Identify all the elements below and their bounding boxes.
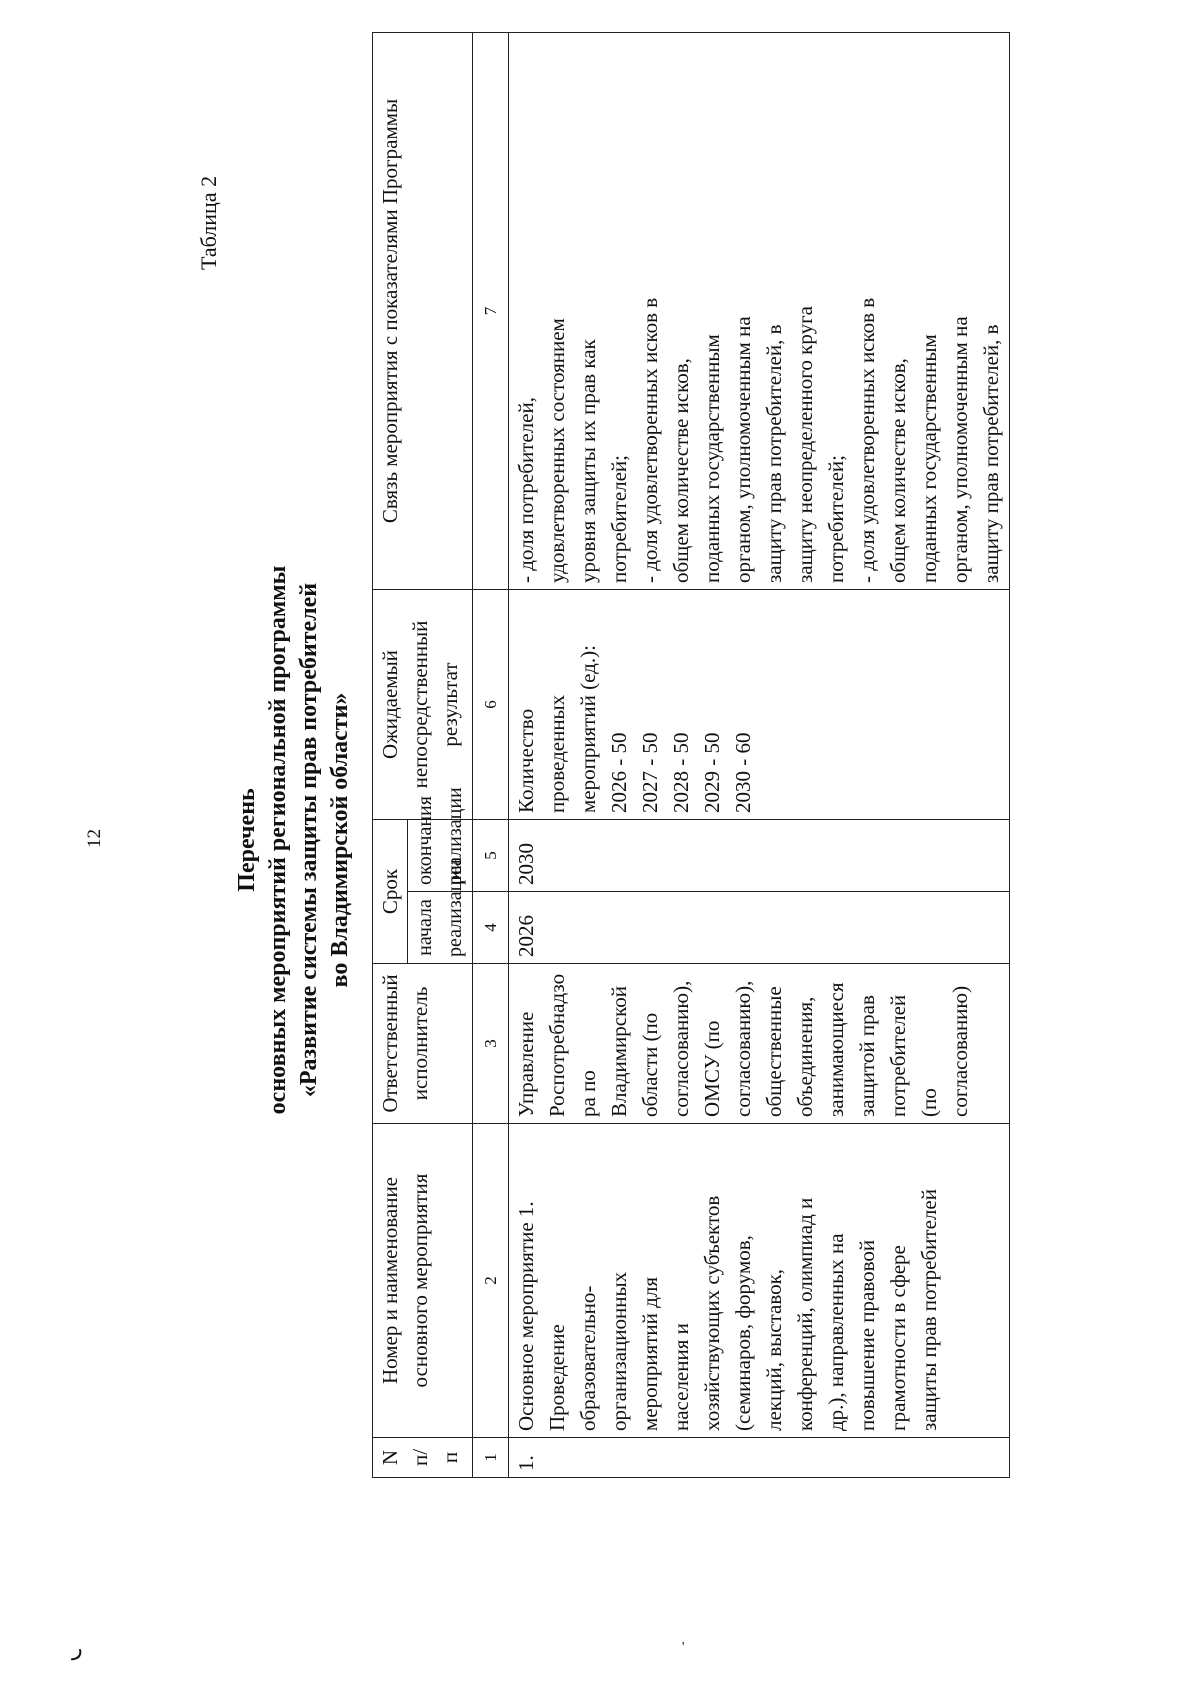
header-end: окончания реализации: [408, 820, 473, 892]
column-number: 7: [473, 33, 509, 590]
measure-line: хозяйствующих субъектов: [700, 1195, 724, 1431]
indicator-line: потребителей;: [607, 454, 631, 583]
indicator-line: органом, уполномоченным на: [731, 316, 755, 583]
indicator-line: поданных государственным: [700, 334, 724, 583]
document-title: [232, 40, 356, 1640]
indicators-cell: [509, 33, 1010, 590]
measure-line: конференций, олимпиад и: [793, 1197, 817, 1431]
result-cell: [509, 590, 1010, 820]
header-row: [373, 33, 408, 1478]
title-line-3: «Развитие системы защиты прав потребителей: [296, 582, 322, 1098]
result-line: 2030 - 60: [731, 732, 755, 813]
table-row: [509, 33, 1010, 1478]
executor-line: ОМСУ (по: [700, 1020, 724, 1117]
result-line: 2029 - 50: [700, 732, 724, 813]
executor-line: защитой прав: [855, 995, 879, 1117]
executor-line: Владимирской: [607, 986, 631, 1117]
measure-line: организационных: [607, 1271, 631, 1431]
indicator-line: потребителей;: [824, 454, 848, 583]
indicator-line: уровня защиты их прав как: [576, 339, 600, 583]
measures-table: [372, 32, 1010, 1478]
column-number-row: [473, 33, 509, 1478]
column-number: 4: [473, 892, 509, 964]
header-measure: Номер и наименование основного мероприятия: [373, 1124, 473, 1438]
indicator-line: общем количестве исков,: [886, 358, 910, 583]
result-line: проведенных: [545, 694, 569, 813]
indicator-line: - доля удовлетворенных исков в: [638, 297, 662, 583]
column-number: 1: [473, 1438, 509, 1478]
executor-line: согласованию),: [669, 980, 693, 1117]
header-executor: Ответственный исполнитель: [373, 964, 473, 1124]
indicator-line: - доля потребителей,: [514, 397, 538, 583]
measure-line: лекций, выставок,: [762, 1268, 786, 1431]
measure-line: образовательно-: [576, 1285, 600, 1431]
measure-line: повышение правовой: [855, 1239, 879, 1431]
result-line: 2027 - 50: [638, 732, 662, 813]
measure-line: грамотности в сфере: [886, 1245, 910, 1431]
row-number: 1.: [509, 1438, 1010, 1478]
table-label: Таблица 2: [196, 175, 221, 270]
executor-line: занимающиеся: [824, 982, 848, 1117]
result-line: Количество: [514, 708, 538, 813]
end-year: 2030: [509, 820, 1010, 892]
measure-line: населения и: [669, 1323, 693, 1431]
executor-line: объединения,: [793, 996, 817, 1117]
title-line-1: Перечень: [234, 788, 260, 892]
measure-line: Проведение: [545, 1324, 569, 1431]
column-number: 6: [473, 590, 509, 820]
stray-mark: ر: [72, 1635, 83, 1660]
result-line: 2028 - 50: [669, 732, 693, 813]
executor-line: общественные: [762, 986, 786, 1117]
indicator-line: защиту прав потребителей, в: [762, 324, 786, 583]
executor-line: согласованию),: [731, 980, 755, 1117]
indicator-line: общем количестве исков,: [669, 358, 693, 583]
column-number: 3: [473, 964, 509, 1124]
executor-line: Управление: [514, 1011, 538, 1117]
executor-line: ра по: [576, 1070, 600, 1117]
start-year: 2026: [509, 892, 1010, 964]
header-result: Ожидаемый непосредственный результат: [373, 590, 473, 820]
title-line-2: основных мероприятий региональной программы: [265, 565, 291, 1115]
rotated-document: [0, 40, 1200, 1640]
executor-cell: [509, 964, 1010, 1124]
header-num: N п/п: [373, 1438, 473, 1478]
header-start: начала реализации: [408, 892, 473, 964]
measure-line: Основное мероприятие 1.: [514, 1201, 538, 1431]
measure-line: защиты прав потребителей: [917, 1189, 941, 1431]
executor-line: согласованию): [948, 985, 972, 1117]
title-line-4: во Владимирской области»: [327, 692, 353, 988]
measure-cell: [509, 1124, 1010, 1438]
indicator-line: органом, уполномоченным на: [948, 316, 972, 583]
indicator-line: - доля удовлетворенных исков в: [855, 297, 879, 583]
measure-line: мероприятий для: [638, 1277, 662, 1431]
stray-dot: ': [682, 1640, 685, 1655]
result-line: мероприятий (ед.):: [576, 645, 600, 813]
executor-line: Роспотребнадзо: [545, 973, 569, 1117]
column-number: 5: [473, 820, 509, 892]
measure-line: др.), направленных на: [824, 1233, 848, 1431]
column-number: 2: [473, 1124, 509, 1438]
measure-line: (семинаров, форумов,: [731, 1235, 755, 1431]
indicator-line: удовлетворенных состоянием: [545, 318, 569, 583]
header-term: Срок: [373, 820, 408, 964]
indicator-line: защиту неопределенного круга: [793, 306, 817, 583]
page-number: 12: [84, 829, 105, 848]
header-indicators: Связь мероприятия с показателями Программы: [373, 33, 473, 590]
indicator-line: защиту прав потребителей, в: [979, 324, 1003, 583]
result-line: 2026 - 50: [607, 732, 631, 813]
executor-line: (по: [917, 1088, 941, 1117]
executor-line: области (по: [638, 1012, 662, 1117]
executor-line: потребителей: [886, 994, 910, 1117]
indicator-line: поданных государственным: [917, 334, 941, 583]
